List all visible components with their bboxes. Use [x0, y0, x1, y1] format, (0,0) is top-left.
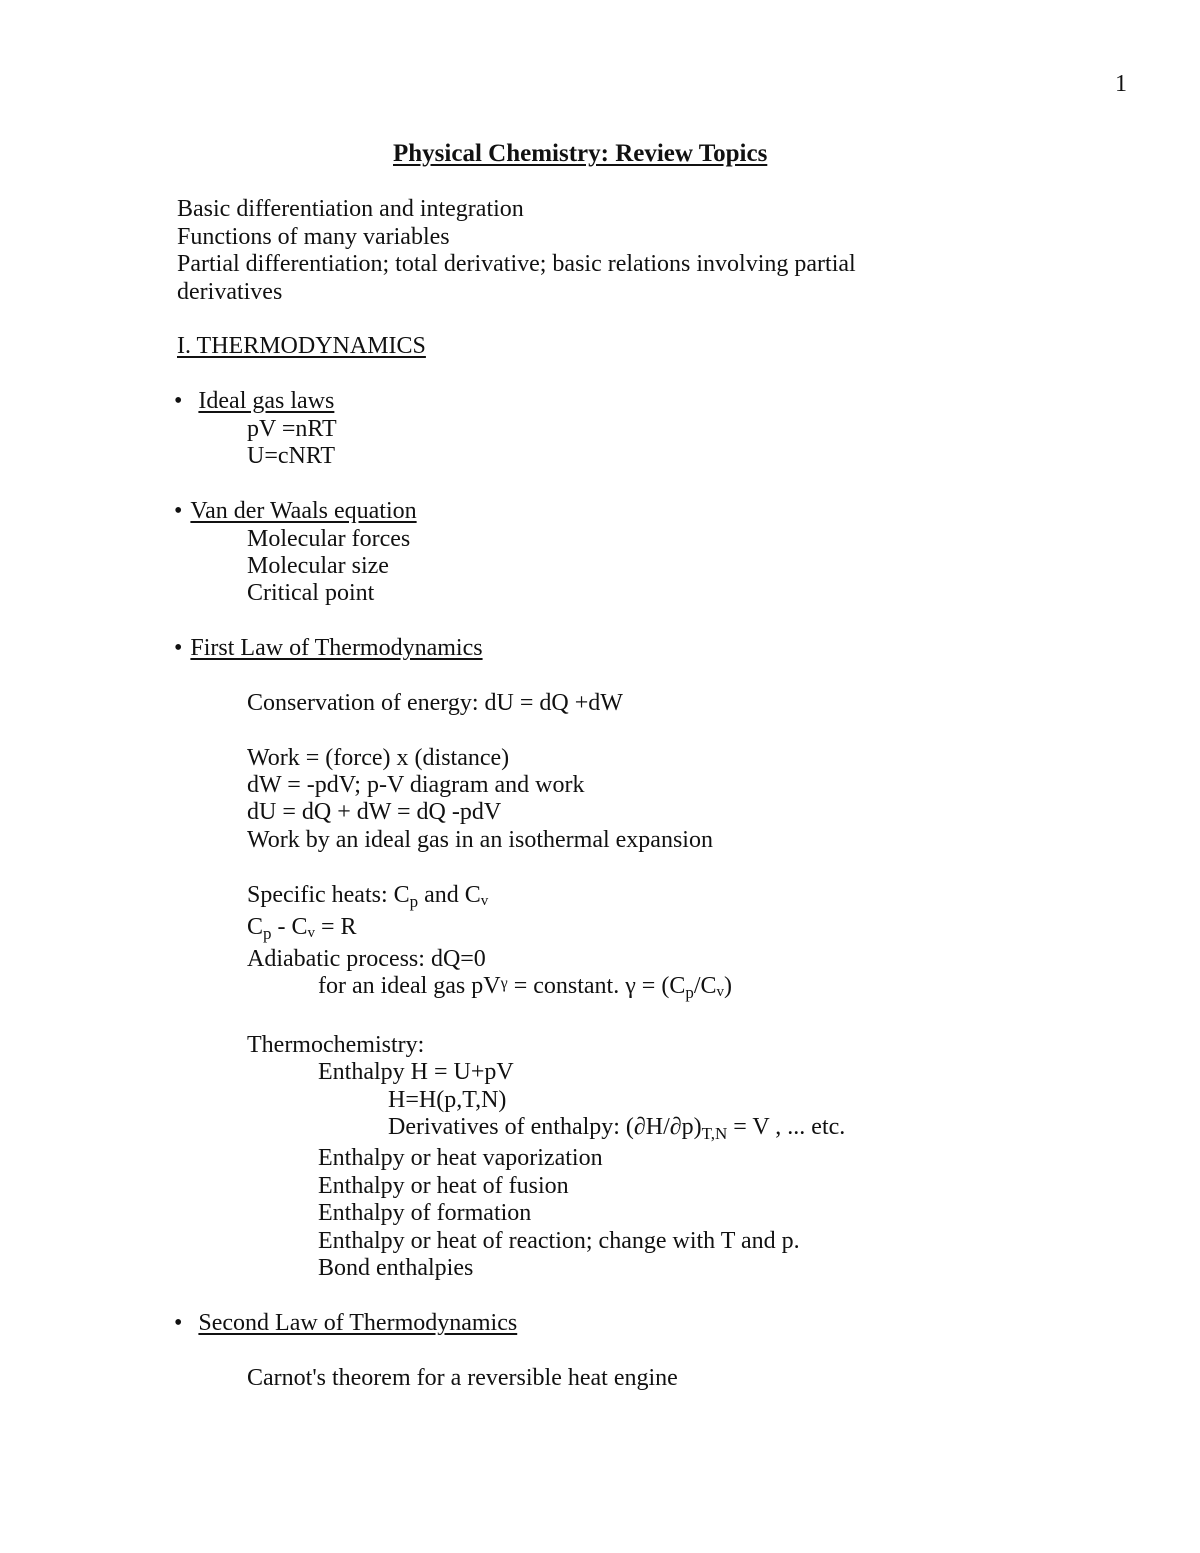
bullet-icon: • [174, 1310, 183, 1336]
conservation-line: Conservation of energy: dU = dQ +dW [247, 690, 623, 716]
thermochem-item: Enthalpy of formation [318, 1200, 532, 1226]
ideal-gas-item: pV =nRT [247, 416, 337, 442]
thermochem-item: Enthalpy or heat of fusion [318, 1173, 569, 1199]
intro-line-3: Partial differentiation; total derivative; basic relations involving partial [177, 251, 856, 277]
enthalpy-function: H=H(p,T,N) [388, 1087, 507, 1113]
van-der-waals-heading: Van der Waals equation [190, 498, 417, 524]
work-line: Work = (force) x (distance) [247, 745, 510, 771]
ideal-gas-heading: Ideal gas laws [198, 388, 335, 414]
page-number: 1 [1115, 71, 1127, 97]
ideal-gas-item: U=cNRT [247, 443, 336, 469]
thermochem-item: Enthalpy or heat of reaction; change with T and p. [318, 1228, 800, 1254]
intro-line-1: Basic differentiation and integration [177, 196, 524, 222]
thermochem-item: Bond enthalpies [318, 1255, 474, 1281]
section-heading: I. THERMODYNAMICS [177, 333, 426, 359]
cp-cv-line: $C_p - C_v = R$ [247, 914, 357, 943]
work-line: Work by an ideal gas in an isothermal expansion [247, 827, 713, 853]
enthalpy-definition: Enthalpy H = U+pV [318, 1059, 514, 1085]
ideal-gas-adiabatic-line: for an ideal gas $pV^\gamma$ = constant. $\gamma = (C_p/C_v)$ [318, 973, 733, 1002]
enthalpy-derivatives: Derivatives of enthalpy: $(\partial H/\partial p)_{T,N} = V$ , ... etc. [388, 1114, 846, 1143]
bullet-icon: • [174, 388, 183, 414]
carnot-line: Carnot's theorem for a reversible heat engine [247, 1365, 678, 1391]
bullet-icon: • [174, 498, 183, 524]
vdw-item: Critical point [247, 580, 375, 606]
page-title: Physical Chemistry: Review Topics [393, 140, 768, 167]
bullet-icon: • [174, 635, 183, 661]
second-law-heading: Second Law of Thermodynamics [198, 1310, 518, 1336]
thermochem-heading: Thermochemistry: [247, 1032, 425, 1058]
bullet-second-law [174, 1309, 517, 1337]
gamma-exponent: γ [500, 975, 508, 992]
thermochem-item: Enthalpy or heat vaporization [318, 1145, 603, 1171]
work-line: dU = dQ + dW = dQ -pdV [247, 799, 502, 825]
adiabatic-line: Adiabatic process: dQ=0 [247, 946, 486, 972]
first-law-heading: First Law of Thermodynamics [190, 635, 483, 661]
vdw-item: Molecular forces [247, 526, 411, 552]
work-line: dW = -pdV; p-V diagram and work [247, 772, 585, 798]
bullet-first-law [174, 634, 483, 662]
vdw-item: Molecular size [247, 553, 389, 579]
intro-line-2: Functions of many variables [177, 224, 450, 250]
intro-line-4: derivatives [177, 279, 283, 305]
specific-heats-line: Specific heats: $C_p$ and $C_v$ [247, 882, 489, 911]
bullet-van-der-waals [174, 497, 417, 525]
bullet-ideal-gas [174, 387, 334, 415]
